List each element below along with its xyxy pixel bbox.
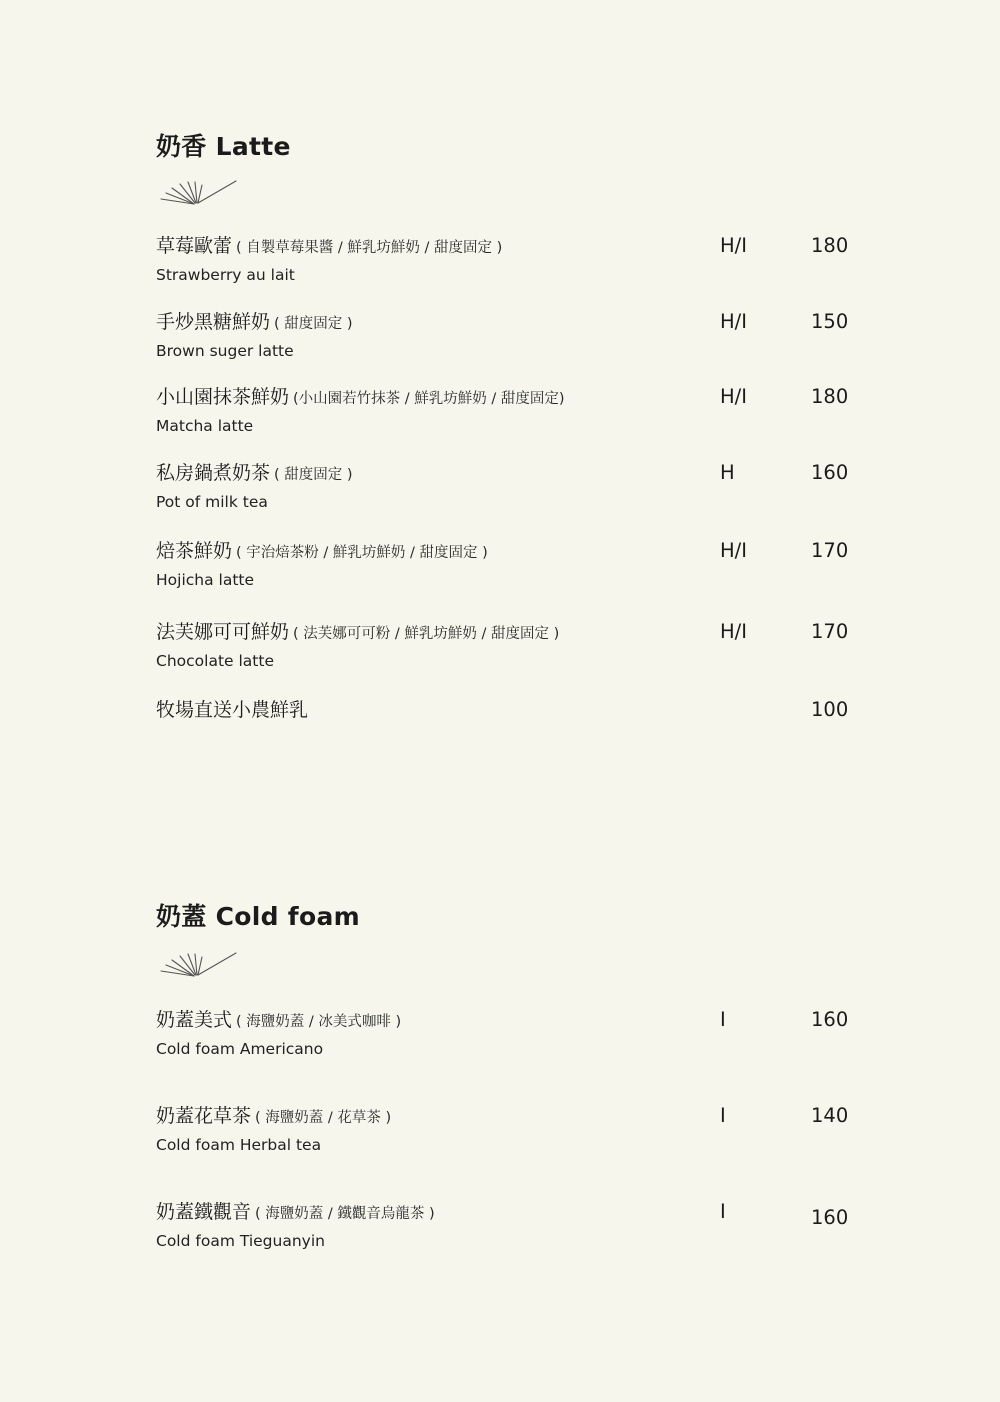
- item-name-zh: 奶蓋美式: [156, 1009, 233, 1031]
- item-name-zh: 奶蓋鐵觀音: [156, 1201, 252, 1223]
- item-temp: H: [720, 461, 735, 484]
- item-name-en: Hojicha latte: [156, 571, 255, 589]
- section-title-latte: 奶香 Latte: [156, 132, 291, 161]
- item-note: ( 宇治焙茶粉 / 鮮乳坊鮮奶 / 甜度固定 ): [236, 545, 488, 561]
- item-name-zh: 奶蓋花草茶: [156, 1105, 252, 1127]
- menu-item-farm-fresh-milk: [156, 697, 856, 757]
- item-price: 170: [811, 620, 849, 643]
- menu-item-chocolate-latte: [156, 619, 856, 679]
- item-note: ( 海鹽奶蓋 / 冰美式咖啡 ): [236, 1014, 402, 1030]
- item-note: ( 甜度固定 ): [274, 316, 353, 332]
- item-price: 140: [811, 1104, 849, 1127]
- item-note: ( 海鹽奶蓋 / 花草茶 ): [255, 1110, 392, 1126]
- item-note: (小山園若竹抹茶 / 鮮乳坊鮮奶 / 甜度固定): [293, 391, 565, 407]
- item-name-en: Cold foam Herbal tea: [156, 1136, 322, 1154]
- item-price: 180: [811, 385, 849, 408]
- item-name-zh: 手炒黑糖鮮奶: [156, 311, 271, 333]
- item-note: ( 甜度固定 ): [274, 467, 353, 483]
- item-name-zh: 私房鍋煮奶茶: [156, 462, 271, 484]
- menu-item-hojicha-latte: [156, 538, 856, 598]
- item-name-zh: 法芙娜可可鮮奶: [156, 621, 290, 643]
- item-name-zh: 焙茶鮮奶: [156, 540, 233, 562]
- item-price: 100: [811, 698, 849, 721]
- item-price: 180: [811, 234, 849, 257]
- item-temp: H/I: [720, 539, 747, 562]
- menu-item-cold-foam-americano: [156, 1007, 856, 1067]
- item-price: 160: [811, 461, 849, 484]
- menu-item-pot-of-milk-tea: [156, 460, 856, 520]
- item-name-en: Strawberry au lait: [156, 266, 295, 284]
- menu-item-strawberry-au-lait: [156, 233, 856, 293]
- sunburst-ornament-icon: [158, 179, 238, 209]
- item-name-en: Cold foam Americano: [156, 1040, 324, 1058]
- item-temp: I: [720, 1008, 726, 1031]
- sunburst-ornament-icon: [158, 951, 238, 981]
- item-temp: H/I: [720, 620, 747, 643]
- item-temp: I: [720, 1200, 726, 1223]
- item-note: ( 自製草莓果醬 / 鮮乳坊鮮奶 / 甜度固定 ): [236, 240, 503, 256]
- menu-item-cold-foam-tieguanyin: [156, 1199, 856, 1259]
- item-temp: H/I: [720, 310, 747, 333]
- item-price: 160: [811, 1008, 849, 1031]
- item-name-zh: 草莓歐蕾: [156, 235, 233, 257]
- menu-item-matcha-latte: [156, 384, 856, 444]
- item-name-en: Matcha latte: [156, 417, 254, 435]
- item-temp: H/I: [720, 234, 747, 257]
- item-note: ( 法芙娜可可粉 / 鮮乳坊鮮奶 / 甜度固定 ): [293, 626, 560, 642]
- item-name-en: Chocolate latte: [156, 652, 274, 670]
- menu-item-cold-foam-herbal-tea: [156, 1103, 856, 1163]
- item-price: 160: [811, 1206, 849, 1229]
- item-price: 150: [811, 310, 849, 333]
- item-price: 170: [811, 539, 849, 562]
- item-name-en: Cold foam Tieguanyin: [156, 1232, 325, 1250]
- item-name-en: Brown suger latte: [156, 342, 294, 360]
- item-temp: H/I: [720, 385, 747, 408]
- item-name-zh: 小山園抹茶鮮奶: [156, 386, 290, 408]
- item-name-zh: 牧場直送小農鮮乳: [156, 699, 309, 721]
- item-temp: I: [720, 1104, 726, 1127]
- menu-item-brown-sugar-latte: [156, 309, 856, 369]
- section-title-cold-foam: 奶蓋 Cold foam: [156, 902, 360, 931]
- item-note: ( 海鹽奶蓋 / 鐵觀音烏龍茶 ): [255, 1206, 435, 1222]
- item-name-en: Pot of milk tea: [156, 493, 268, 511]
